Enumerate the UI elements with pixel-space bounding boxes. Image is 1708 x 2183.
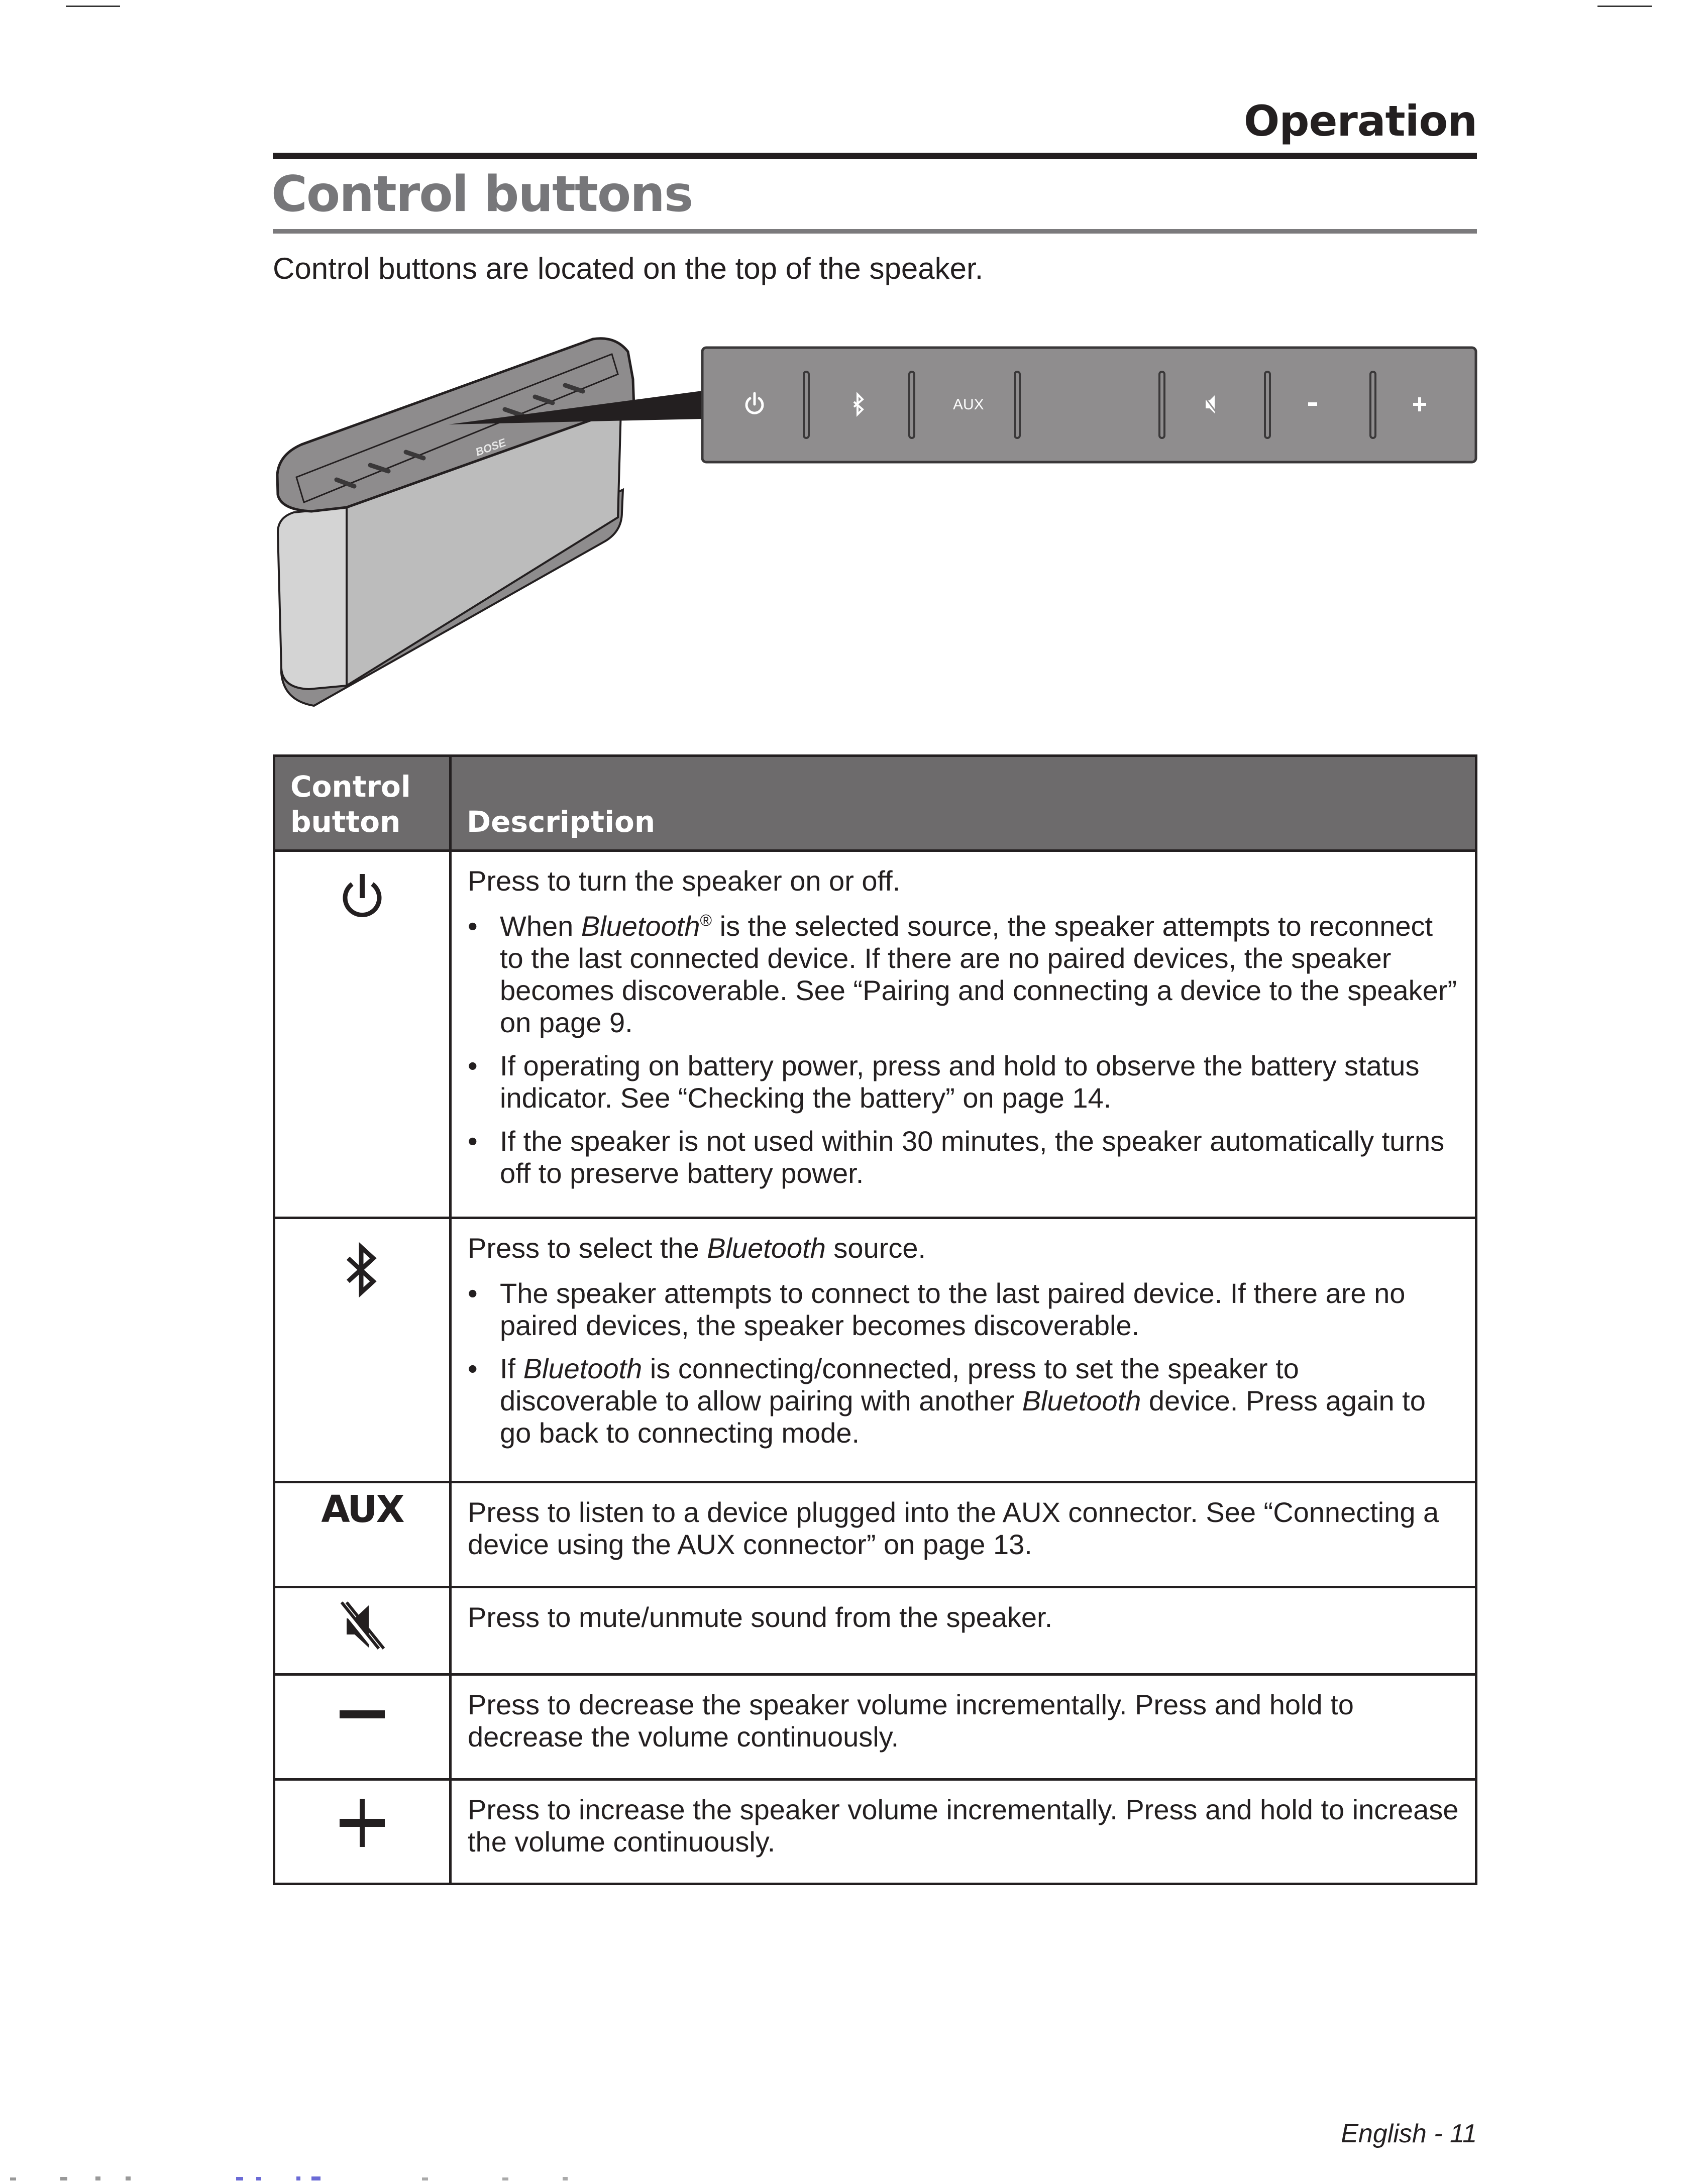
bullet-em: Bluetooth: [581, 910, 700, 942]
table-row-mute: [274, 1587, 1476, 1675]
table-row-volume-down: [274, 1675, 1476, 1780]
table-row-aux: [274, 1482, 1476, 1587]
column-header-description: Description: [451, 756, 1476, 851]
mute-icon: [340, 1601, 385, 1652]
bullet-item: [468, 1050, 1459, 1114]
table-row-volume-up: [274, 1780, 1476, 1884]
crop-mark-left: [66, 6, 120, 7]
power-icon: [337, 870, 387, 925]
table-header-row: [274, 756, 1476, 851]
bullet-list: [468, 1277, 1459, 1449]
panel-aux-label: AUX: [953, 396, 984, 413]
description-lead: Press to decrease the speaker volume incrementally. Press and hold to decrease the volume continuously.: [468, 1689, 1354, 1753]
icon-cell: [274, 1780, 451, 1884]
icon-cell: [274, 1482, 451, 1587]
lead-em: Bluetooth: [707, 1232, 826, 1264]
page-number: English - 11: [1341, 2119, 1477, 2148]
lead-text: Press to select the: [468, 1232, 707, 1264]
aux-label: AUX: [321, 1488, 403, 1531]
icon-cell: [274, 1675, 451, 1780]
bullet-em: Bluetooth: [1022, 1385, 1141, 1416]
description-cell: [451, 1675, 1476, 1780]
minus-icon: [340, 1706, 385, 1721]
cut-off-strip: [0, 2174, 703, 2180]
description-lead: Press to mute/unmute sound from the speaker.: [468, 1601, 1053, 1633]
lead-text: source.: [825, 1232, 926, 1264]
description-cell: [451, 1482, 1476, 1587]
bullet-item: [468, 1353, 1459, 1449]
bullet-text: If operating on battery power, press and hold to observe the battery status indicator. See “Checking the battery” on page 14.: [500, 1050, 1420, 1114]
table-row-power: [274, 851, 1476, 1218]
description-lead: [468, 1232, 1459, 1264]
section-title: Operation: [1243, 96, 1477, 146]
icon-cell: [274, 1218, 451, 1482]
bullet-text: The speaker attempts to connect to the last paired device. If there are no paired devices, the speaker becomes discoverable.: [500, 1277, 1406, 1341]
registered-mark: ®: [700, 911, 712, 929]
crop-mark-right: [1597, 6, 1652, 7]
bullet-text: If: [500, 1353, 523, 1384]
control-buttons-table: [273, 754, 1477, 1885]
bullet-text: device. Press again to go back to connecting mode.: [500, 1385, 1426, 1449]
bullet-em: Bluetooth: [523, 1353, 643, 1384]
plus-icon: [340, 1799, 385, 1847]
icon-cell: [274, 1587, 451, 1675]
bullet-text: If the speaker is not used within 30 minutes, the speaker automatically turns off to preserve battery power.: [500, 1125, 1445, 1189]
intro-text: Control buttons are located on the top of the speaker.: [273, 252, 984, 285]
speaker-illustration: [271, 332, 1482, 713]
description-cell: [451, 851, 1476, 1218]
bullet-item: [468, 1125, 1459, 1189]
speaker-body: [277, 339, 634, 706]
bullet-item: [468, 1277, 1459, 1342]
table-row-bluetooth: [274, 1218, 1476, 1482]
control-panel-closeup: [702, 348, 1476, 462]
description-lead: Press to turn the speaker on or off.: [468, 865, 901, 897]
bullet-item: [468, 910, 1459, 1039]
bullet-text: is connecting/connected, press to set the speaker to discoverable to allow pairing with another: [500, 1353, 1299, 1416]
bullet-text: is the selected source, the speaker attempts to reconnect to the last connected device. If there are no paired devices, the speaker becomes discoverable. See “Pairing and connecting a device to the speaker” on page 9.: [500, 910, 1457, 1038]
icon-cell: [274, 851, 451, 1218]
bullet-text: When: [500, 910, 581, 942]
header-rule: [273, 153, 1477, 159]
bluetooth-icon: [342, 1237, 382, 1302]
column-header-control: Control button: [274, 756, 451, 851]
page-title: Control buttons: [271, 166, 693, 223]
bullet-list: [468, 910, 1459, 1189]
title-rule: [273, 229, 1477, 234]
description-cell: [451, 1218, 1476, 1482]
description-cell: [451, 1780, 1476, 1884]
description-cell: [451, 1587, 1476, 1675]
brand-logo: BOSE: [474, 435, 508, 459]
description-lead: Press to increase the speaker volume incrementally. Press and hold to increase the volume continuously.: [468, 1794, 1459, 1858]
description-lead: Press to listen to a device plugged into the AUX connector. See “Connecting a device using the AUX connector” on page 13.: [468, 1496, 1439, 1560]
panel-minus-icon: [1308, 402, 1317, 406]
